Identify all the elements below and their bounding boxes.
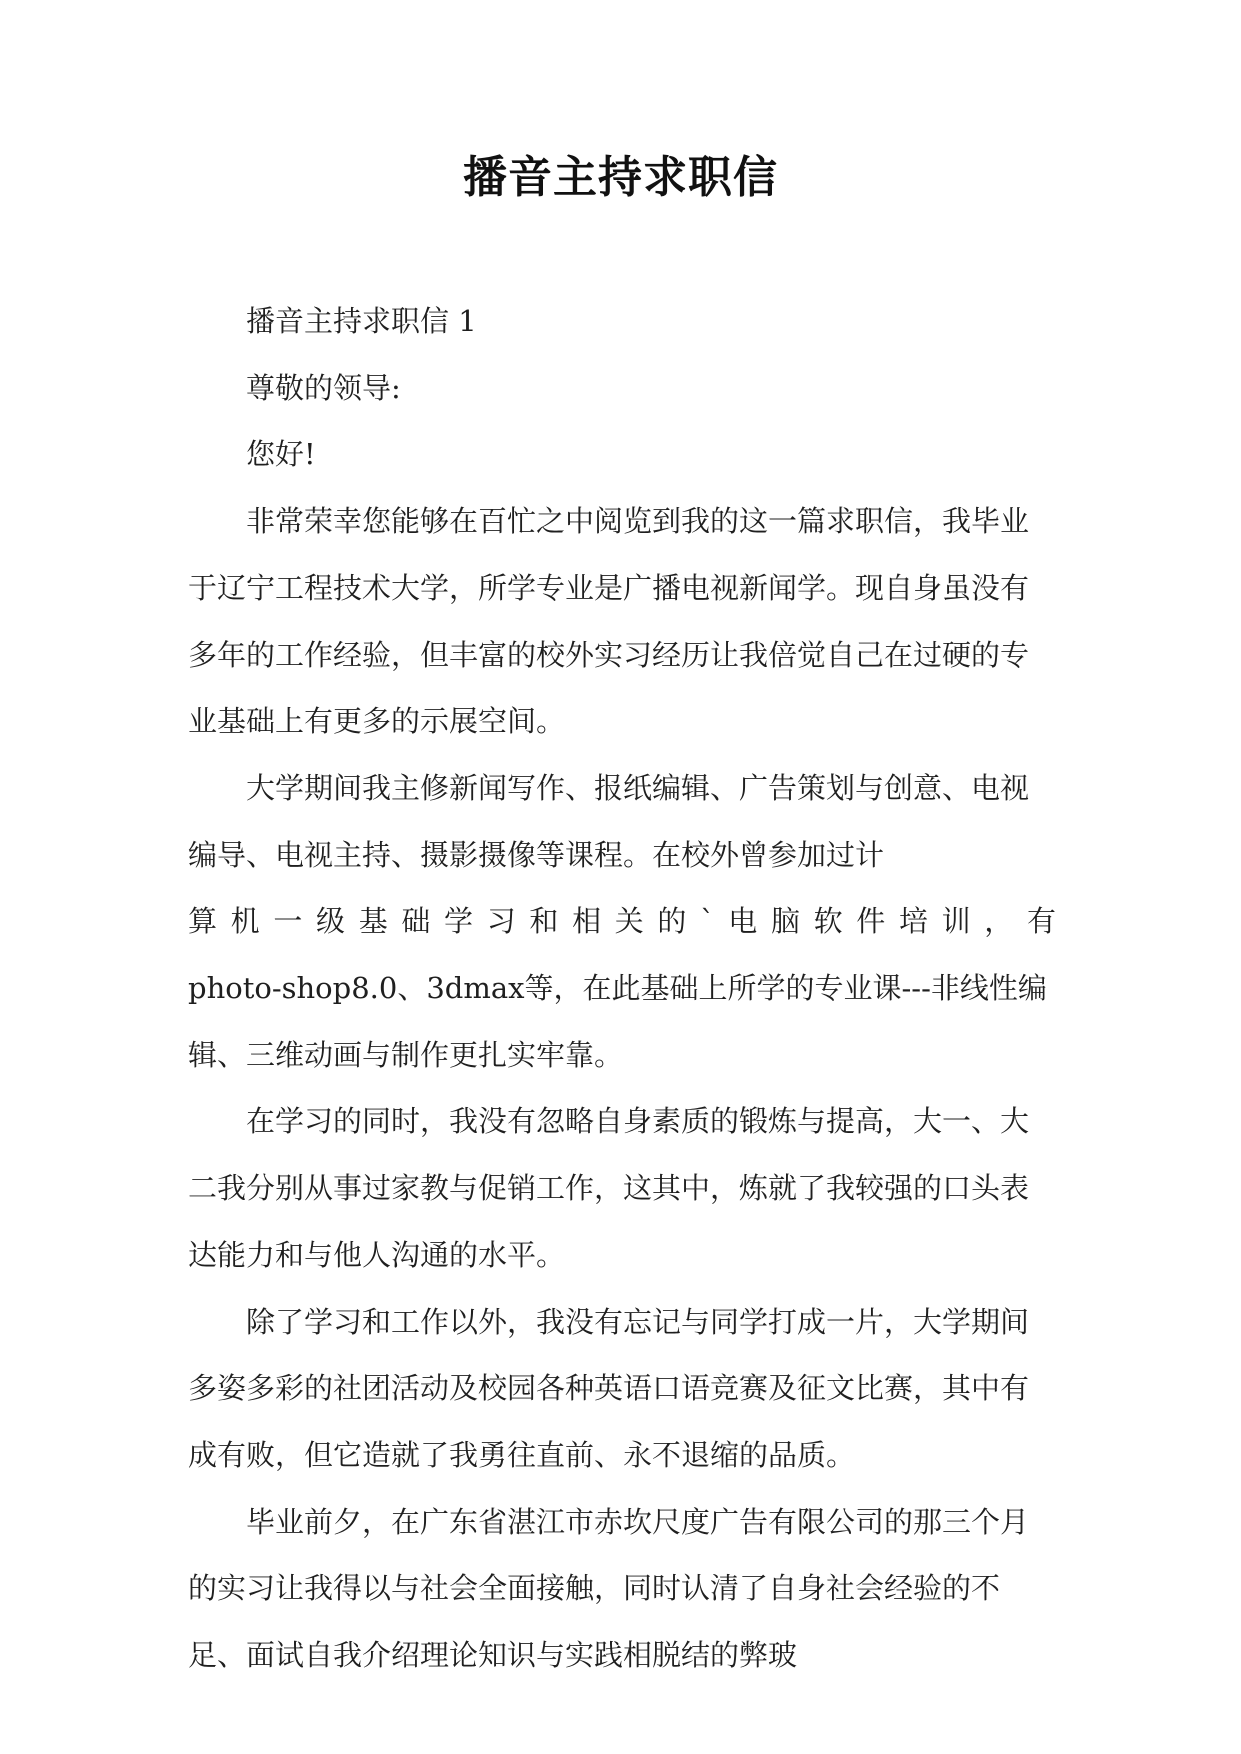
paragraph-self-improvement: 在学习的同时，我没有忽略自身素质的锻炼与提高，大一、大二我分别从事过家教与促销工作，这其中，炼就了我较强的口头表达能力和与他人沟通的水平。 (188, 1104, 1030, 1272)
greeting: 您好! (246, 437, 316, 472)
paragraph-internship: 毕业前夕，在广东省湛江市赤坎尺度广告有限公司的那三个月的实习让我得以与社会全面接触，同时认清了自身社会经验的不足、面试自我介绍理论知识与实践相脱结的弊玻 (188, 1504, 1030, 1673)
paragraph-activities: 除了学习和工作以外，我没有忘记与同学打成一片，大学期间多姿多彩的社团活动及校园各种英语口语竞赛及征文比赛，其中有成有败，但它造就了我勇往直前、永不退缩的品质。 (188, 1304, 1030, 1472)
document-body (188, 288, 1056, 1689)
paragraph-courses (188, 755, 1056, 1089)
paragraph-courses-spread-line: 算机一级基础学习和相关的`电脑软件培训，有 (188, 904, 1056, 939)
paragraph-intro: 非常荣幸您能够在百忙之中阅览到我的这一篇求职信，我毕业于辽宁工程技术大学，所学专业是广播电视新闻学。现自身虽没有多年的工作经验，但丰富的校外实习经历让我倍觉自己在过硬的专业基础上有更多的示展空间。 (188, 504, 1030, 739)
salutation: 尊敬的领导: (246, 370, 401, 405)
paragraph-courses-tail: photo-shop8.0、3dmax等，在此基础上所学的专业课---非线性编辑、三维动画与制作更扎实牢靠。 (188, 971, 1047, 1072)
document-title: 播音主持求职信 (463, 152, 778, 203)
paragraph-courses-lead: 大学期间我主修新闻写作、报纸编辑、广告策划与创意、电视编导、电视主持、摄影摄像等课程。在校外曾参加过计 (188, 770, 1030, 872)
letter-heading: 播音主持求职信 1 (246, 304, 477, 338)
